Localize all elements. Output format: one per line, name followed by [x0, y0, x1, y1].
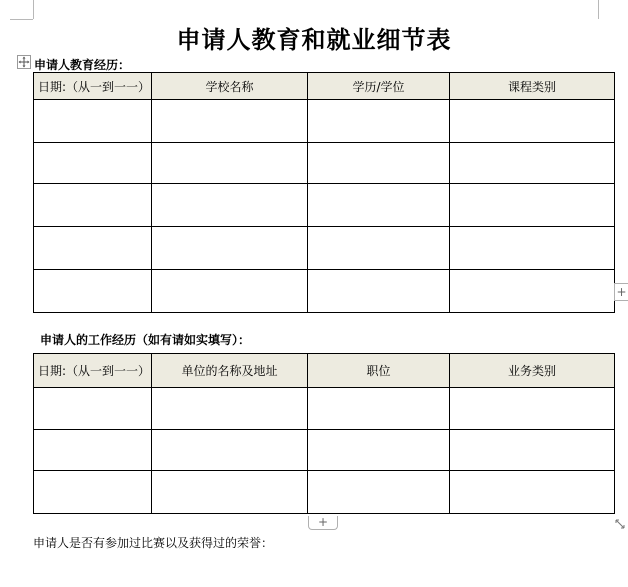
table-cell[interactable] — [34, 471, 152, 514]
table-move-icon[interactable] — [17, 55, 31, 69]
education-header-row — [34, 73, 615, 100]
table-cell[interactable] — [308, 430, 450, 471]
table-cell[interactable] — [308, 184, 450, 227]
table-cell[interactable] — [34, 227, 152, 270]
table-row — [34, 270, 615, 313]
table-cell[interactable] — [450, 430, 615, 471]
table-cell[interactable] — [34, 270, 152, 313]
work-header-date: 日期:（从一到一一） — [34, 354, 152, 388]
table-cell[interactable] — [34, 430, 152, 471]
education-table — [33, 72, 615, 313]
table-row — [34, 100, 615, 143]
table-cell[interactable] — [152, 471, 308, 514]
work-header-employer: 单位的名称及地址 — [152, 354, 308, 388]
table-cell[interactable] — [450, 227, 615, 270]
table-row — [34, 430, 615, 471]
table-row — [34, 388, 615, 430]
education-header-course: 课程类别 — [450, 73, 615, 100]
table-cell[interactable] — [152, 227, 308, 270]
table-cell[interactable] — [308, 270, 450, 313]
work-section-label: 申请人的工作经历（如有请如实填写）： — [40, 333, 251, 347]
table-cell[interactable] — [152, 430, 308, 471]
table-row — [34, 184, 615, 227]
add-row-button[interactable]: + — [308, 516, 338, 530]
document-title: 申请人教育和就业细节表 — [176, 25, 452, 54]
table-cell[interactable] — [450, 100, 615, 143]
table-cell[interactable] — [34, 143, 152, 184]
margin-mark-top-left — [33, 0, 34, 19]
table-resize-icon[interactable] — [614, 515, 626, 527]
table-cell[interactable] — [34, 184, 152, 227]
education-header-date: 日期:（从一到一一） — [34, 73, 152, 100]
add-column-button[interactable]: + — [614, 283, 628, 301]
awards-question: 申请人是否有参加过比赛以及获得过的荣誉： — [33, 536, 274, 550]
work-header-position: 职位 — [308, 354, 450, 388]
margin-mark-top-right — [598, 0, 599, 19]
table-cell[interactable] — [34, 388, 152, 430]
work-table — [33, 353, 615, 514]
table-cell[interactable] — [308, 388, 450, 430]
education-header-degree: 学历/学位 — [308, 73, 450, 100]
table-cell[interactable] — [308, 471, 450, 514]
table-cell[interactable] — [152, 270, 308, 313]
table-cell[interactable] — [450, 184, 615, 227]
table-row — [34, 143, 615, 184]
work-header-row — [34, 354, 615, 388]
table-cell[interactable] — [308, 143, 450, 184]
table-cell[interactable] — [152, 388, 308, 430]
work-header-business: 业务类别 — [450, 354, 615, 388]
table-cell[interactable] — [450, 388, 615, 430]
table-cell[interactable] — [450, 143, 615, 184]
table-row — [34, 227, 615, 270]
table-cell[interactable] — [34, 100, 152, 143]
table-cell[interactable] — [152, 100, 308, 143]
education-section-label: 申请人教育经历： — [34, 58, 131, 72]
table-cell[interactable] — [450, 270, 615, 313]
table-row — [34, 471, 615, 514]
table-cell[interactable] — [450, 471, 615, 514]
table-cell[interactable] — [308, 227, 450, 270]
table-cell[interactable] — [152, 143, 308, 184]
education-header-school: 学校名称 — [152, 73, 308, 100]
table-cell[interactable] — [152, 184, 308, 227]
table-cell[interactable] — [308, 100, 450, 143]
